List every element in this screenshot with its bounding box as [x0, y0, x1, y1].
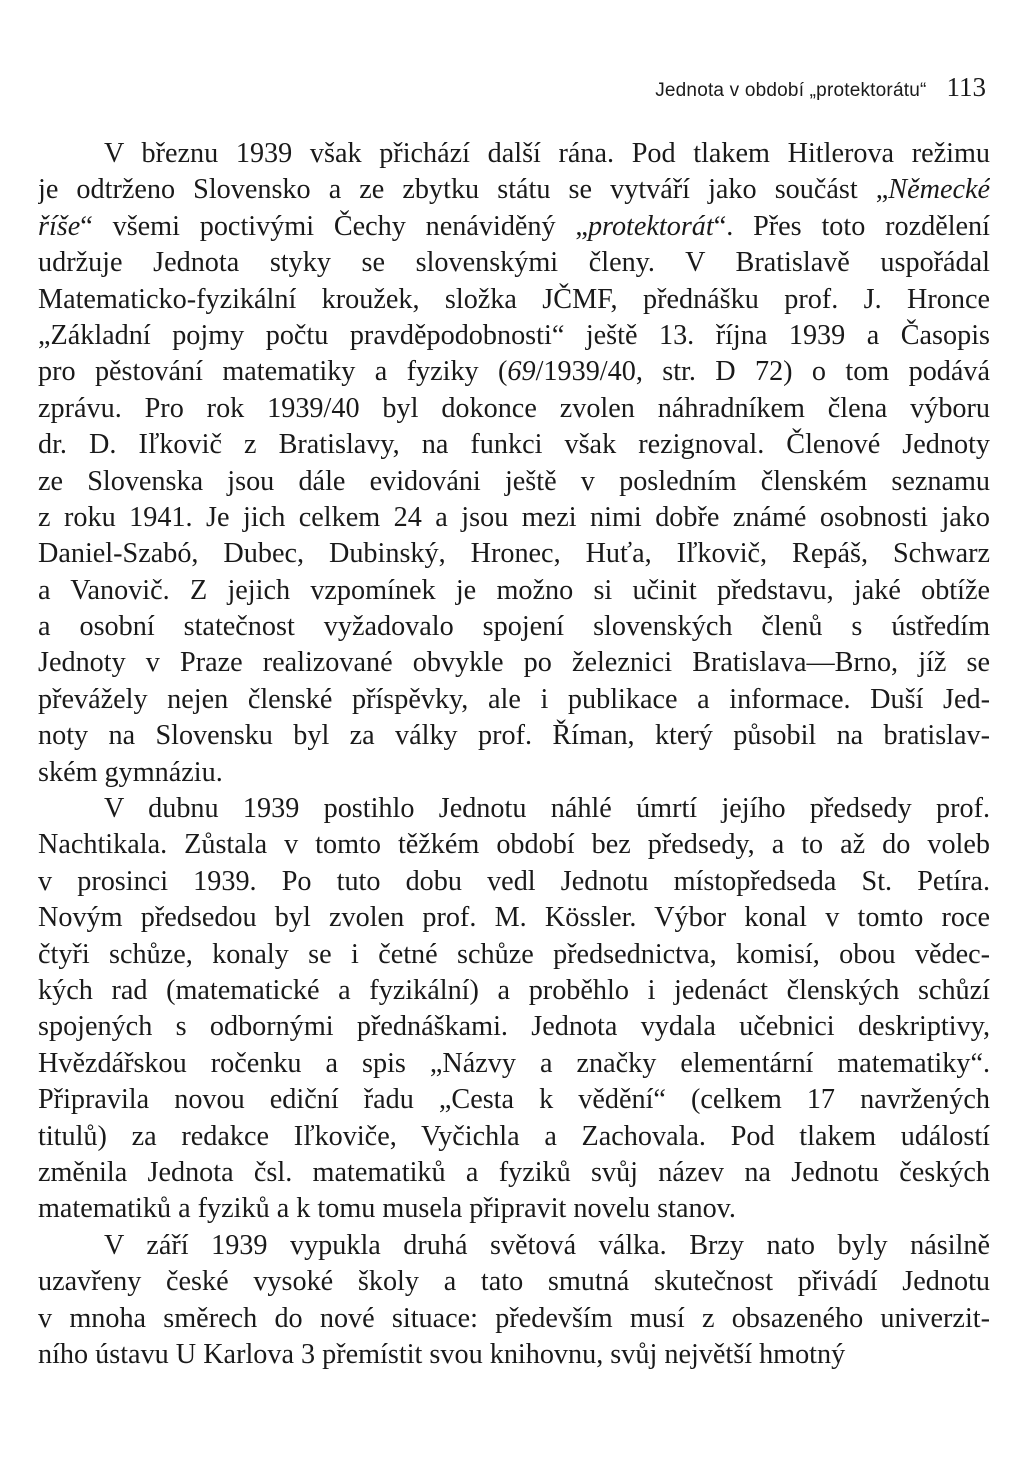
- running-head: [38, 72, 986, 103]
- text-run: z roku 1941. Je jich celkem 24 a jsou mezi nimi dobře známé osobnosti jako: [38, 501, 990, 533]
- text-line: [38, 1228, 990, 1264]
- text-line: [38, 245, 990, 281]
- text-line: [38, 1337, 990, 1373]
- italic-text: 69: [507, 356, 536, 388]
- text-run: v prosinci 1939. Po tuto dobu vedl Jednotu místopředseda St. Petíra.: [38, 865, 990, 897]
- text-line: [38, 1301, 990, 1337]
- text-run: ze Slovenska jsou dále evidováni ještě v posledním členském seznamu: [38, 465, 990, 497]
- body-text: [38, 136, 990, 1373]
- italic-text: Německé: [888, 174, 990, 206]
- paragraph: [38, 791, 990, 1228]
- text-line: [38, 1119, 990, 1155]
- text-run: dr. D. Iľkovič z Bratislavy, na funkci však rezignoval. Členové Jednoty: [38, 429, 990, 461]
- text-run: matematiků a fyziků a k tomu musela připravit novelu stanov.: [38, 1193, 736, 1225]
- text-run: udržuje Jednota styky se slovenskými členy. V Bratislavě uspořádal: [38, 247, 990, 279]
- text-line: [38, 1264, 990, 1300]
- text-line: [38, 427, 990, 463]
- text-run: „Základní pojmy počtu pravděpodobnosti“ ještě 13. října 1939 a Časopis: [38, 319, 990, 351]
- text-run: /1939/40, str. D 72) o tom podává: [535, 356, 990, 388]
- text-run: V září 1939 vypukla druhá světová válka. Brzy nato byly násilně: [104, 1229, 990, 1261]
- text-line: [38, 682, 990, 718]
- text-run: v mnoha směrech do nové situace: především musí z obsazeného univerzit-: [38, 1302, 990, 1334]
- text-line: [38, 1009, 990, 1045]
- text-run: změnila Jednota čsl. matematiků a fyziků svůj název na Jednotu českých: [38, 1156, 990, 1188]
- page-number: 113: [946, 72, 986, 102]
- paragraph: [38, 136, 990, 791]
- text-run: Jednoty v Praze realizované obvykle po železnici Bratislava—Brno, jíž se: [38, 647, 990, 679]
- text-line: [38, 937, 990, 973]
- text-line: [38, 1082, 990, 1118]
- text-run: kých rad (matematické a fyzikální) a proběhlo i jedenáct členských schůzí: [38, 974, 990, 1006]
- text-run: Daniel-Szabó, Dubec, Dubinský, Hronec, Huťa, Iľkovič, Repáš, Schwarz: [38, 538, 990, 570]
- text-run: zprávu. Pro rok 1939/40 byl dokonce zvolen náhradníkem člena výboru: [38, 392, 990, 424]
- text-run: Připravila novou ediční řadu „Cesta k vědění“ (celkem 17 navržených: [38, 1084, 990, 1116]
- text-run: Nachtikala. Zůstala v tomto těžkém období bez předsedy, a to až do voleb: [38, 829, 990, 861]
- text-line: [38, 536, 990, 572]
- text-run: noty na Slovensku byl za války prof. Říman, který působil na bratislav-: [38, 720, 990, 752]
- text-run: titulů) za redakce Iľkoviče, Vyčichla a Zachovala. Pod tlakem událostí: [38, 1120, 990, 1152]
- text-line: [38, 900, 990, 936]
- text-line: [38, 1191, 990, 1227]
- text-line: [38, 136, 990, 172]
- text-run: převážely nejen členské příspěvky, ale i publikace a informace. Duší Jed-: [38, 683, 990, 715]
- running-head-title: Jednota v období „protektorátu“: [655, 80, 927, 101]
- text-line: [38, 755, 990, 791]
- text-run: a Vanovič. Z jejich vzpomínek je možno si učinit představu, jaké obtíže: [38, 574, 990, 606]
- text-line: [38, 973, 990, 1009]
- text-run: ního ústavu U Karlova 3 přemístit svou knihovnu, svůj největší hmotný: [38, 1338, 846, 1370]
- italic-text: říše: [38, 210, 81, 242]
- text-line: [38, 1046, 990, 1082]
- text-line: [38, 172, 990, 208]
- text-run: ském gymnáziu.: [38, 756, 223, 788]
- text-run: Matematicko-fyzikální kroužek, složka JČMF, přednášku prof. J. Hronce: [38, 283, 990, 315]
- text-line: [38, 791, 990, 827]
- text-run: V březnu 1939 však přichází další rána. Pod tlakem Hitlerova režimu: [104, 138, 990, 169]
- text-line: [38, 645, 990, 681]
- text-run: a osobní statečnost vyžadovalo spojení slovenských členů s ústředím: [38, 611, 990, 643]
- text-run: “ všemi poctivými Čechy nenáviděný „: [80, 210, 588, 242]
- text-run: V dubnu 1939 postihlo Jednotu náhlé úmrtí jejího předsedy prof.: [104, 793, 990, 825]
- text-run: “. Přes toto rozdělení: [713, 210, 990, 242]
- text-run: je odtrženo Slovensko a ze zbytku státu se vytváří jako součást „: [38, 174, 889, 206]
- text-line: [38, 864, 990, 900]
- text-run: Novým předsedou byl zvolen prof. M. Kössler. Výbor konal v tomto roce: [38, 902, 990, 934]
- text-line: [38, 464, 990, 500]
- text-line: [38, 318, 990, 354]
- text-line: [38, 354, 990, 390]
- text-line: [38, 500, 990, 536]
- text-line: [38, 1155, 990, 1191]
- text-run: uzavřeny české vysoké školy a tato smutná skutečnost přivádí Jednotu: [38, 1266, 990, 1298]
- paragraph: [38, 1228, 990, 1374]
- text-line: [38, 391, 990, 427]
- text-run: Hvězdářskou ročenku a spis „Názvy a značky elementární matematiky“.: [38, 1047, 990, 1079]
- text-line: [38, 282, 990, 318]
- text-line: [38, 209, 990, 245]
- text-line: [38, 718, 990, 754]
- text-line: [38, 827, 990, 863]
- text-run: spojených s odbornými přednáškami. Jednota vydala učebnici deskriptivy,: [38, 1011, 990, 1043]
- text-run: pro pěstování matematiky a fyziky (: [38, 356, 508, 388]
- text-line: [38, 609, 990, 645]
- text-run: čtyři schůze, konaly se i četné schůze předsednictva, komisí, obou vědec-: [38, 938, 990, 970]
- text-line: [38, 573, 990, 609]
- italic-text: protektorát: [587, 210, 714, 242]
